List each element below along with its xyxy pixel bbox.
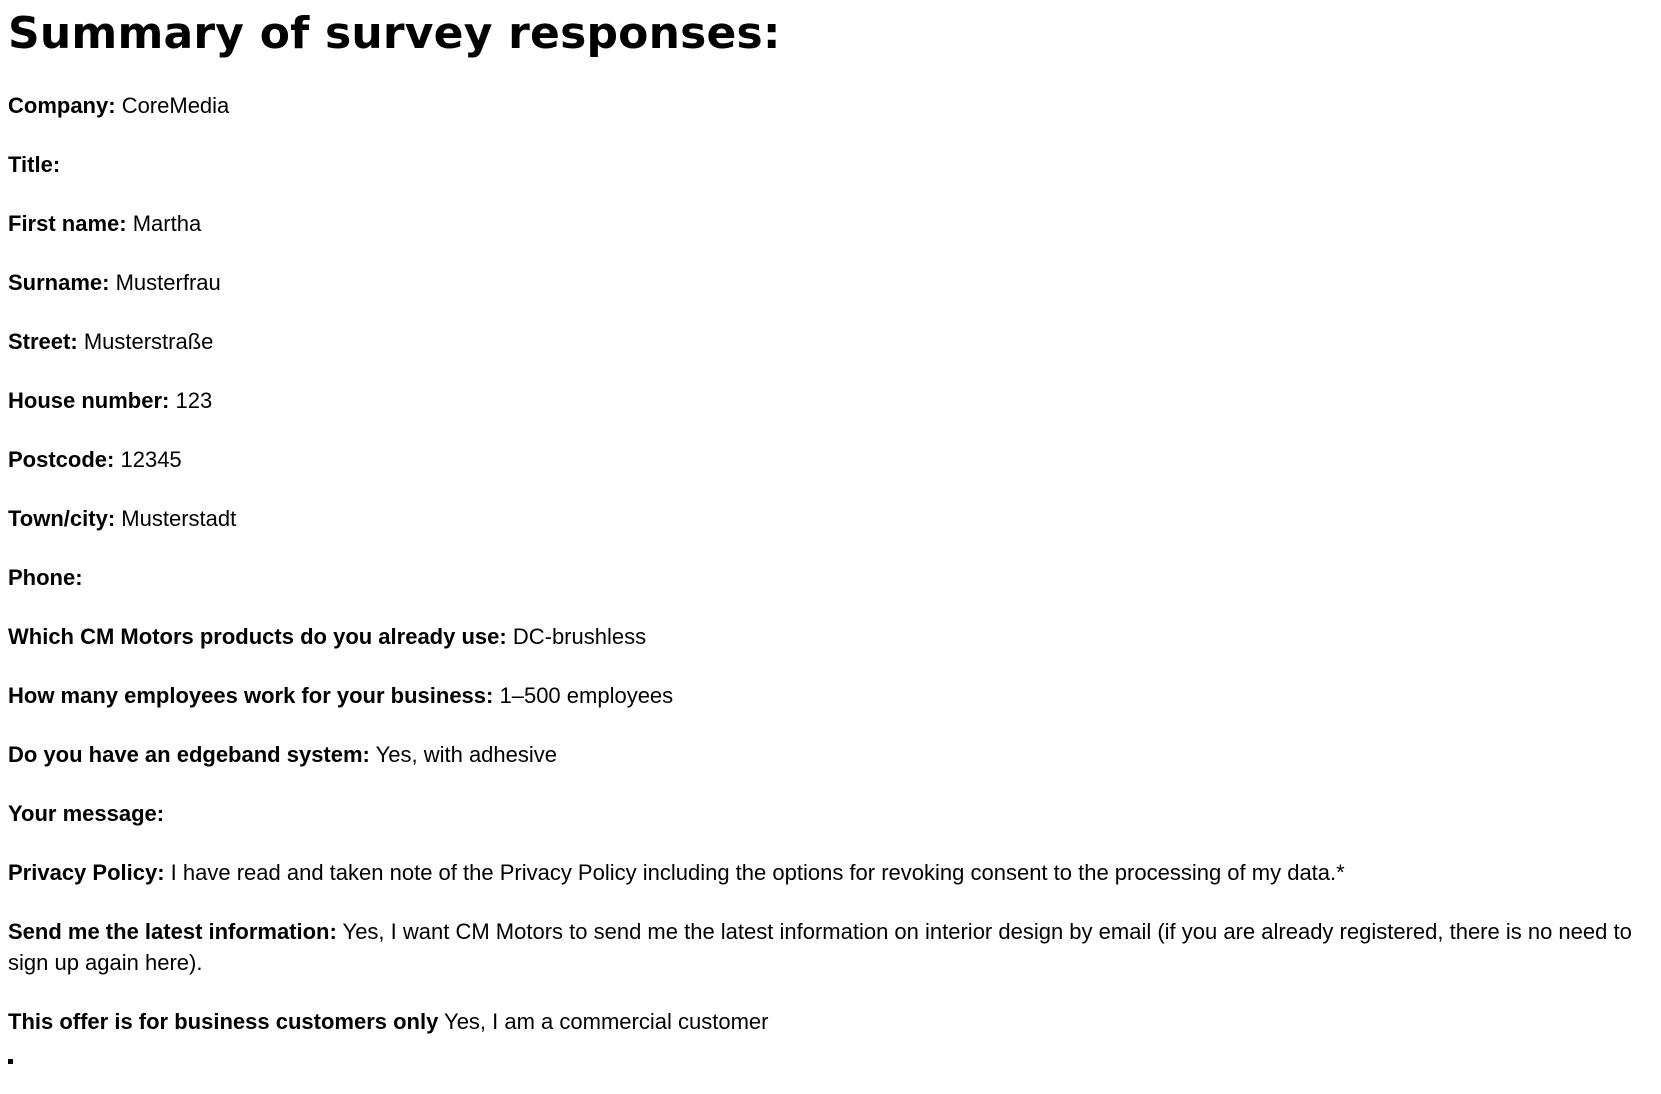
field-label: Street: [8, 329, 78, 354]
field-label: Town/city: [8, 506, 116, 531]
page-title: Summary of survey responses: [8, 8, 781, 59]
field-value: Martha [132, 211, 202, 236]
field-business-customers [8, 1006, 1648, 1037]
field-value: 1–500 employees [499, 683, 674, 708]
field-label: Do you have an edgeband system: [8, 742, 370, 767]
field-value: DC-brushless [512, 624, 647, 649]
field-first-name [8, 208, 1648, 239]
field-value: Musterfrau [115, 270, 221, 295]
field-label: Your message: [8, 801, 165, 826]
field-title [8, 149, 1648, 180]
field-house-number [8, 385, 1648, 416]
field-employee-count [8, 680, 1648, 711]
field-value: 12345 [120, 447, 182, 472]
field-value: Yes, with adhesive [375, 742, 558, 767]
field-label: Company: [8, 93, 116, 118]
field-label: Which CM Motors products do you already use: [8, 624, 507, 649]
field-label: House number: [8, 388, 170, 413]
field-value: I have read and taken note of the Privacy Policy including the options for revoking consent to the processing of my data.* [170, 860, 1345, 885]
field-value: 123 [175, 388, 213, 413]
field-value: Yes, I am a commercial customer [444, 1009, 769, 1034]
field-label: First name: [8, 211, 127, 236]
field-value: Yes, I want CM Motors to send me the latest information on interior design by email (if you are already registered, there is no need to sign up again here). [8, 919, 1632, 975]
field-message [8, 798, 1648, 829]
field-label: Title: [8, 152, 61, 177]
end-marker-dot [8, 1059, 13, 1064]
field-label: This offer is for business customers only [8, 1009, 439, 1034]
field-street [8, 326, 1648, 357]
field-label: Postcode: [8, 447, 115, 472]
field-town-city [8, 503, 1648, 534]
field-company [8, 90, 1648, 121]
field-value: Musterstadt [121, 506, 237, 531]
field-value: CoreMedia [121, 93, 230, 118]
field-label: Phone: [8, 565, 83, 590]
field-label: Privacy Policy: [8, 860, 165, 885]
field-postcode [8, 444, 1648, 475]
field-edgeband-system [8, 739, 1648, 770]
field-label: How many employees work for your business: [8, 683, 494, 708]
field-surname [8, 267, 1648, 298]
field-label: Send me the latest information: [8, 919, 337, 944]
field-products-used [8, 621, 1648, 652]
field-label: Surname: [8, 270, 110, 295]
field-privacy-policy [8, 857, 1648, 888]
field-value: Musterstraße [83, 329, 214, 354]
field-latest-information [8, 916, 1648, 978]
field-phone [8, 562, 1648, 593]
